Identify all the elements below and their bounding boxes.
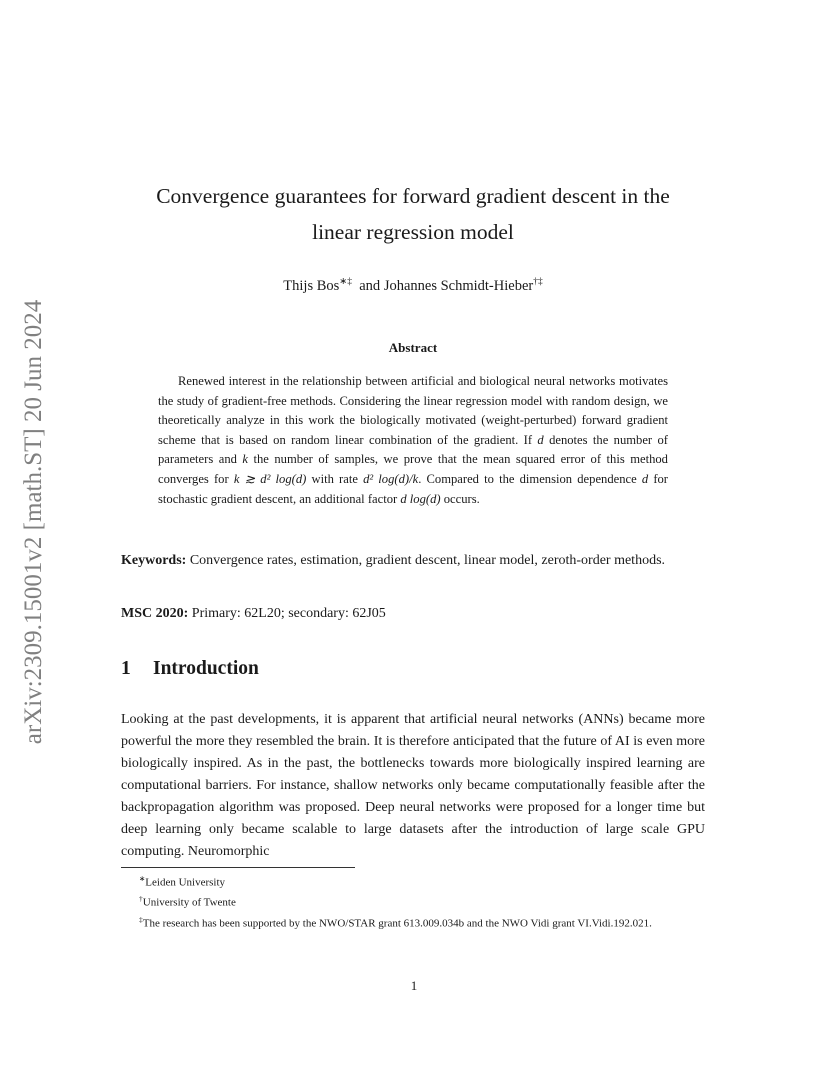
abstract-body [158,372,668,509]
keywords-text: Convergence rates, estimation, gradient descent, linear model, zeroth-order methods. [189,553,666,568]
author-1-marks: ∗‡ [339,277,352,287]
footnote-mark: † [139,894,143,904]
math-d: d [537,432,544,447]
abstract-text: the number of samples, we prove that the mean squared error of this method converges for [158,452,668,486]
keywords-label: Keywords: [121,553,187,568]
intro-paragraph: Looking at the past developments, it is apparent that artificial neural networks (ANNs) became more powerful the more they resembled the brain. It is therefore anticipated that the future of AI is even more biologically inspired. As in the past, the bottlenecks towards more biologically inspired learning are computational barriers. For instance, shallow networks only became computationally feasible after the backpropagation algorithm was proposed. Deep neural networks were proposed for a longer time but deep learning only became scalable to large datasets after the introduction of large scale GPU computing. Neuromorphic [121,712,705,859]
msc-classification [121,603,705,625]
author-list [120,276,706,295]
author-connector: and [359,277,381,294]
math-factor: d log(d) [400,491,441,506]
footnote-mark: ‡ [139,914,143,924]
msc-text: Primary: 62L20; secondary: 62J05 [191,606,386,621]
title-line-2: linear regression model [312,220,514,244]
footnote [121,912,705,932]
footnote [121,871,705,891]
abstract-text: . Compared to the dimension dependence [418,471,642,486]
math-condition: k ≳ d² log(d) [233,471,307,486]
section-heading [121,658,259,680]
paper-title [120,178,706,250]
title-line-1: Convergence guarantees for forward gradient descent in the [156,184,670,208]
footnote-rule [121,867,355,868]
author-1: Thijs Bos [283,277,340,294]
abstract-heading: Abstract [388,340,438,355]
section-title: Introduction [153,658,259,679]
msc-label: MSC 2020: [121,606,189,621]
footnote-text: Leiden University [145,876,226,889]
abstract-text: denotes the number of parameters and [158,432,668,467]
footnote-text: University of Twente [142,897,236,910]
footnote [121,891,705,911]
footnotes [121,871,705,932]
author-2: Johannes Schmidt-Hieber [383,277,534,294]
footnote-text: The research has been supported by the NWO/STAR grant 613.009.034b and the NWO Vidi grant VI.Vidi.192.021. [142,917,652,930]
section-number: 1 [121,658,131,679]
abstract-text: Renewed interest in the relationship between artificial and biological neural networks motivates the study of gradient-free methods. Considering the linear regression model with random design, we theoretically analyze in this work the biologically motivated (weight-perturbed) forward gradient scheme that is based on random linear combination of the gradient. If [158,374,668,447]
abstract-text: with rate [306,471,364,486]
abstract-text: for stochastic gradient descent, an additional factor [158,471,669,506]
math-rate: d² log(d)/k [363,471,419,486]
math-d: d [641,471,649,486]
arxiv-stamp-text: arXiv:2309.15001v2 [math.ST] 20 Jun 2024 [20,299,47,745]
math-k: k [242,452,249,467]
author-2-marks: †‡ [533,277,543,287]
page-number: 1 [410,978,418,993]
abstract-text: occurs. [440,491,480,506]
footnote-mark: ∗ [139,874,146,883]
keywords [121,550,705,572]
